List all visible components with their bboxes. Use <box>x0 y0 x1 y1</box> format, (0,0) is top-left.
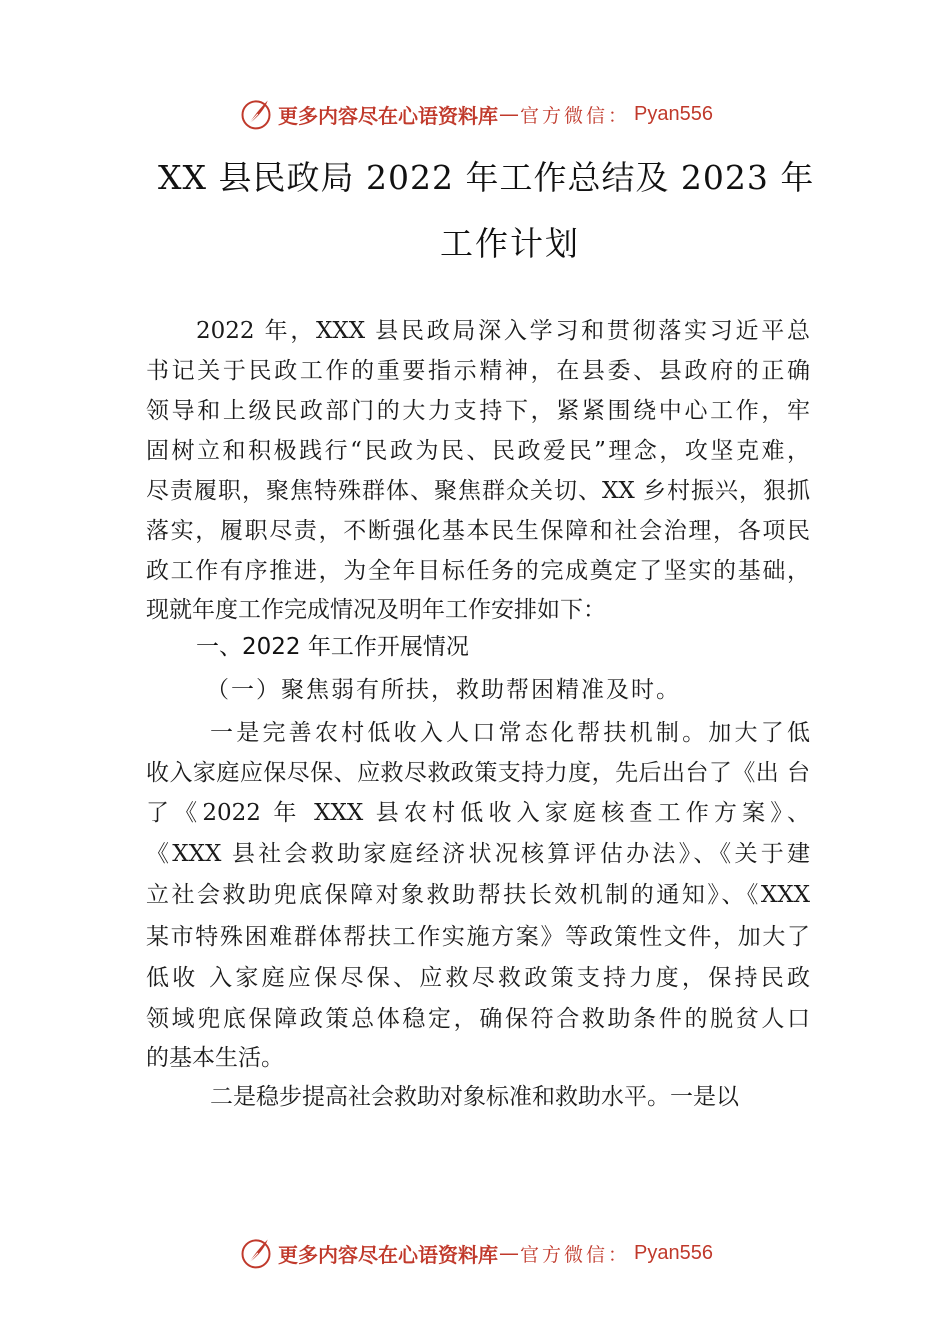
document-title-line-1: XX 县民政局 2022 年工作总结及 2023 年 <box>158 158 815 197</box>
banner-separator: — <box>499 1241 519 1265</box>
banner-wechat-id: Pyan556 <box>634 102 713 125</box>
paragraph-1-line: 领导和上级民政部门的大力支持下，紧紧围绕中心工作，牢 <box>146 398 810 424</box>
banner-label: 官方微信： <box>520 104 631 127</box>
banner-wechat-id: Pyan556 <box>634 1241 713 1264</box>
watermark-banner-bottom <box>238 1233 758 1273</box>
paragraph-1-line: 2022 年，XXX 县民政局深入学习和贯彻落实习近平总 <box>196 318 810 344</box>
paragraph-1-line: 固树立和积极践行“民政为民、民政爱民”理念，攻坚克难， <box>146 438 810 464</box>
paragraph-2-line: 一是完善农村低收入人口常态化帮扶机制。加大了低 <box>210 720 810 746</box>
paragraph-1-line: 现就年度工作完成情况及明年工作安排如下： <box>146 597 606 623</box>
paragraph-1-line: 落实，履职尽责，不断强化基本民生保障和社会治理，各项民 <box>146 518 810 544</box>
paragraph-2-line: 的基本生活。 <box>146 1045 284 1071</box>
paragraph-2-line: 《XXX 县社会救助家庭经济状况核算评估办法》、《关于建 <box>146 841 810 867</box>
document-title-line-2: 工作计划 <box>440 224 580 263</box>
banner-main-text: 更多内容尽在心语资料库 <box>278 1242 498 1267</box>
paragraph-1-line: 政工作有序推进，为全年目标任务的完成奠定了坚实的基础， <box>146 558 810 584</box>
paragraph-2-line: 领域兜底保障政策总体稳定，确保符合救助条件的脱贫人口 <box>146 1006 810 1032</box>
paragraph-2-line: 低收 入家庭应保尽保、应救尽救政策支持力度，保持民政 <box>146 965 810 991</box>
paragraph-2-line: 某市特殊困难群体帮扶工作实施方案》等政策性文件，加大了 <box>146 924 810 950</box>
section-heading-1: 一、2022 年工作开展情况 <box>196 634 469 660</box>
paragraph-1-line: 书记关于民政工作的重要指示精神，在县委、县政府的正确 <box>146 358 810 384</box>
paragraph-2-line: 了《2022 年 XXX 县农村低收入家庭核查工作方案》、 <box>146 800 810 826</box>
banner-separator: — <box>499 102 519 126</box>
banner-main-text: 更多内容尽在心语资料库 <box>278 103 498 128</box>
banner-label: 官方微信： <box>520 1243 631 1266</box>
paragraph-2-line: 立社会救助兜底保障对象救助帮扶长效机制的通知》、《XXX <box>146 882 810 908</box>
watermark-banner-top <box>238 94 758 134</box>
quill-in-circle-icon <box>238 96 274 132</box>
paragraph-2-line: 收入家庭应保尽保、应救尽救政策支持力度，先后出台了《出 台 <box>146 760 810 786</box>
quill-in-circle-icon <box>238 1235 274 1271</box>
subsection-heading-1: （一）聚焦弱有所扶，救助帮困精准及时。 <box>206 677 681 703</box>
paragraph-1-line: 尽责履职，聚焦特殊群体、聚焦群众关切、XX 乡村振兴，狠抓 <box>146 478 810 504</box>
paragraph-3-line: 二是稳步提高社会救助对象标准和救助水平。一是以 <box>210 1084 739 1110</box>
